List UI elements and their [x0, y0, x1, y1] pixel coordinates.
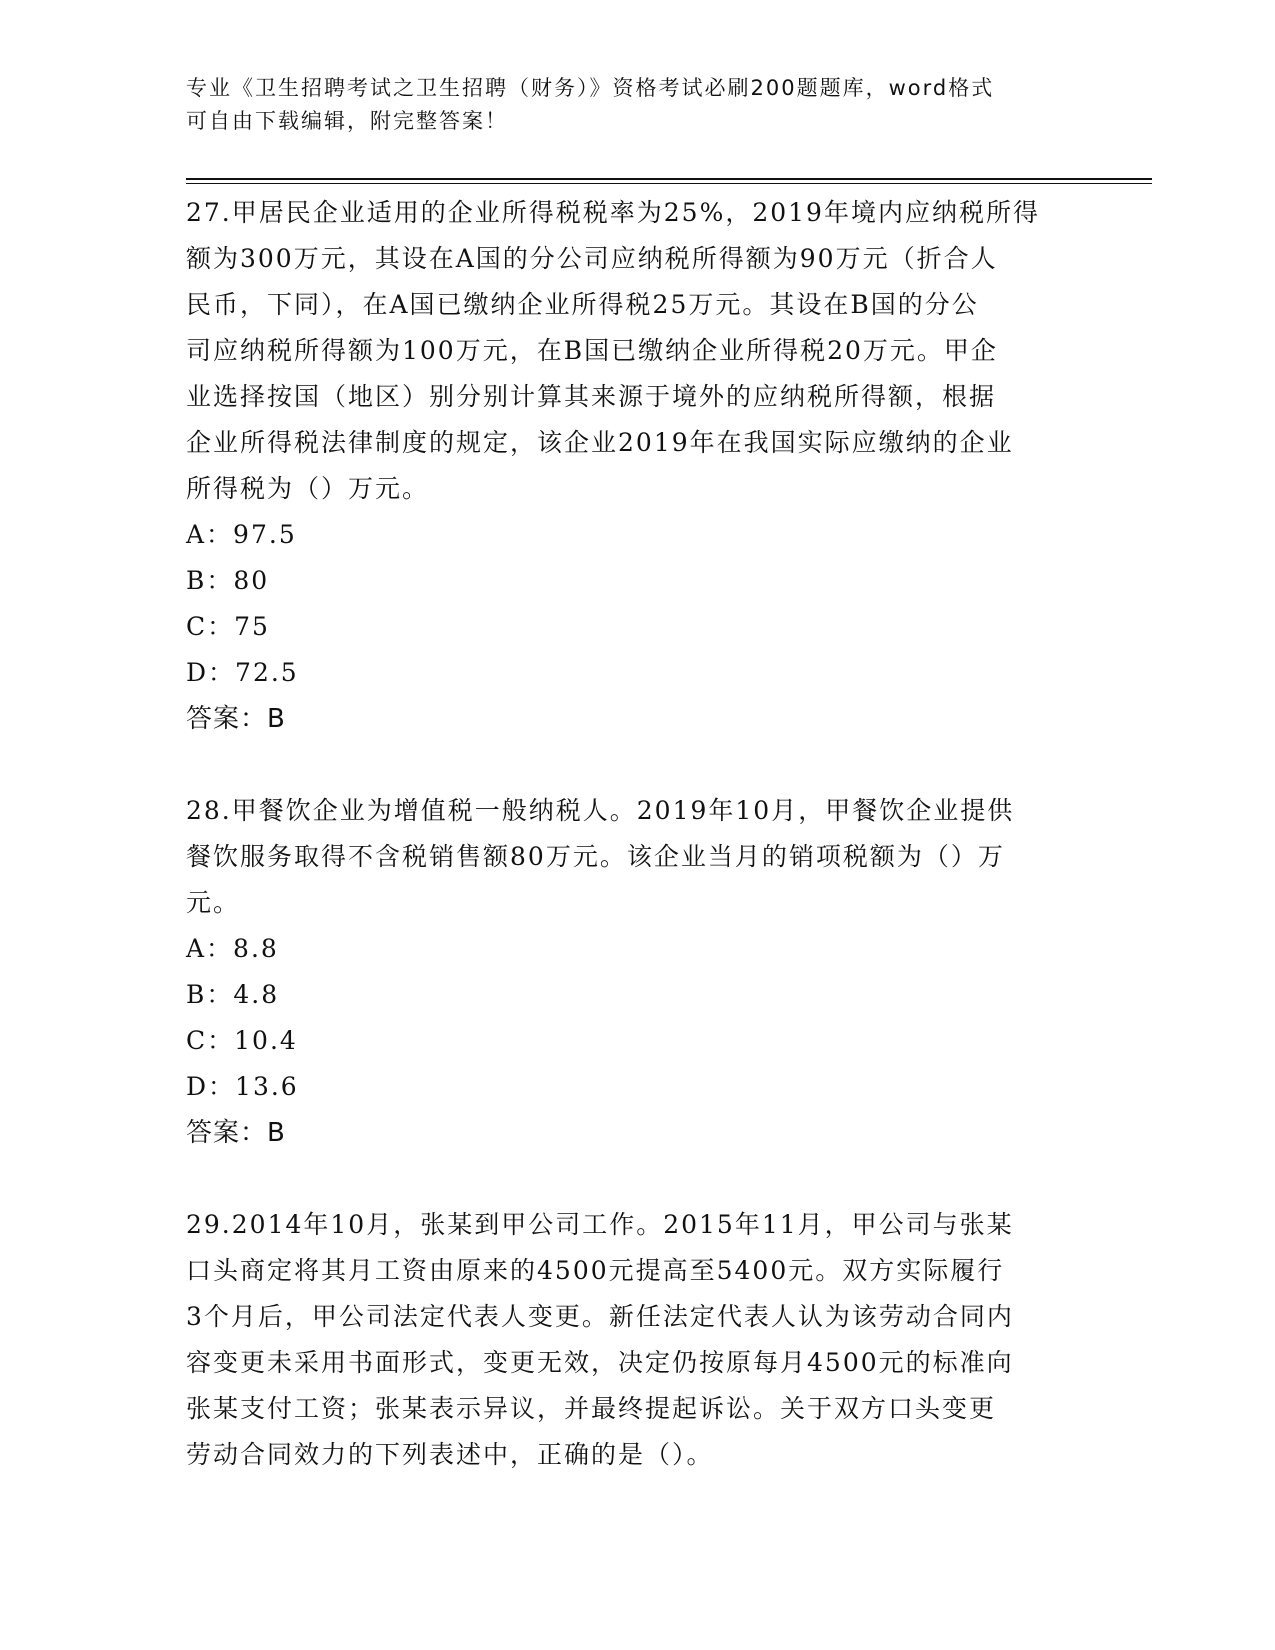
question-28-option-a: A：8.8 [186, 934, 279, 963]
question-27-option-b: B：80 [186, 566, 270, 595]
question-29-line-1: 29.2014年10月，张某到甲公司工作。2015年11月，甲公司与张某 [186, 1210, 1014, 1239]
header-divider-thick [186, 178, 1152, 180]
header-divider-thin [186, 183, 1152, 184]
question-28-option-c: C：10.4 [186, 1026, 298, 1055]
question-27-answer: 答案：B [186, 704, 286, 734]
question-27 [186, 190, 1086, 742]
question-27-line-6: 企业所得税法律制度的规定，该企业2019年在我国实际应缴纳的企业 [186, 428, 1014, 457]
question-27-option-c: C：75 [186, 612, 270, 641]
question-28-line-3: 元。 [186, 888, 241, 917]
document-header [186, 72, 1086, 138]
question-29-line-4: 容变更未采用书面形式，变更无效，决定仍按原每月4500元的标准向 [186, 1348, 1014, 1377]
question-28-line-2: 餐饮服务取得不含税销售额80万元。该企业当月的销项税额为（）万 [186, 842, 1005, 871]
question-29-line-2: 口头商定将其月工资由原来的4500元提高至5400元。双方实际履行 [186, 1256, 1005, 1285]
header-line-1: 专业《卫生招聘考试之卫生招聘（财务）》资格考试必刷200题题库，word格式 [186, 76, 995, 100]
question-29-line-6: 劳动合同效力的下列表述中，正确的是（）。 [186, 1440, 714, 1469]
question-28-line-1: 28.甲餐饮企业为增值税一般纳税人。2019年10月，甲餐饮企业提供 [186, 796, 1015, 825]
header-line-2: 可自由下载编辑，附完整答案！ [186, 109, 508, 133]
question-27-line-5: 业选择按国（地区）别分别计算其来源于境外的应纳税所得额，根据 [186, 382, 997, 411]
question-27-line-1: 27.甲居民企业适用的企业所得税税率为25%，2019年境内应纳税所得 [186, 198, 1040, 227]
question-27-line-2: 额为300万元，其设在A国的分公司应纳税所得额为90万元（折合人 [186, 244, 998, 273]
question-27-line-3: 民币，下同），在A国已缴纳企业所得税25万元。其设在B国的分公 [186, 290, 979, 319]
spacer [186, 1156, 1086, 1202]
question-29 [186, 1202, 1086, 1478]
question-28-option-d: D：13.6 [186, 1072, 299, 1101]
question-27-option-d: D：72.5 [186, 658, 299, 687]
question-28-option-b: B：4.8 [186, 980, 280, 1009]
spacer [186, 742, 1086, 788]
question-29-line-5: 张某支付工资；张某表示异议，并最终提起诉讼。关于双方口头变更 [186, 1394, 997, 1423]
question-27-option-a: A：97.5 [186, 520, 297, 549]
question-27-line-4: 司应纳税所得额为100万元，在B国已缴纳企业所得税20万元。甲企 [186, 336, 998, 365]
question-27-line-7: 所得税为（）万元。 [186, 474, 430, 503]
question-28 [186, 788, 1086, 1156]
question-list [186, 190, 1086, 1478]
question-28-answer: 答案：B [186, 1118, 286, 1148]
question-29-line-3: 3个月后，甲公司法定代表人变更。新任法定代表人认为该劳动合同内 [186, 1302, 1014, 1331]
